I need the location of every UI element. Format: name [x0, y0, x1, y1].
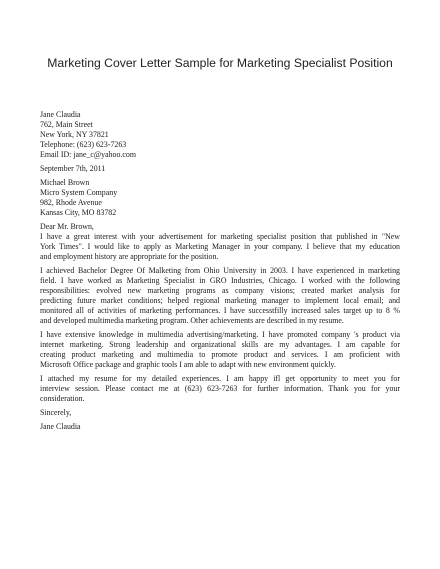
- closing: Sincerely,: [40, 408, 72, 417]
- paragraph-1: [40, 232, 400, 262]
- paragraph-line: Microsoft Office package and graphic tools I am able to adapt with new environment quickly.: [40, 360, 336, 369]
- paragraph-line: predicting future market conditions; helped regional marketing manager to implement local email; and: [40, 296, 400, 305]
- signature-name: Jane Claudia: [40, 422, 81, 431]
- paragraph-line: York Times". I would like to apply as Marketing Manager in your company. I believe that my education: [40, 242, 400, 251]
- sender-phone: Telephone: (623) 623-7263: [40, 140, 127, 149]
- paragraph-line: interview session. Please contact me at (623) 623-7263 for further information. Thank you for your: [40, 384, 400, 393]
- paragraph-line: and developed multimedia marketing program. Other achievements are described in my resume.: [40, 316, 344, 325]
- sender-name: Jane Claudia: [40, 110, 81, 119]
- recipient-city: Kansas City, MO 83782: [40, 208, 117, 217]
- paragraph-line: I attached my resume for my detailed experiences. I am happy ifl get opportunity to meet you for: [40, 374, 400, 383]
- paragraph-2: [40, 266, 400, 326]
- recipient-company: Micro System Company: [40, 188, 118, 197]
- letter-body: [40, 110, 400, 432]
- paragraph-3: [40, 330, 400, 370]
- sender-street: 762, Main Street: [40, 120, 93, 129]
- document-title: Marketing Cover Letter Sample for Marketing Specialist Position: [47, 56, 393, 70]
- paragraph-line: responsibilities: evolved new marketing programs as company visions; created market analysis for: [40, 286, 400, 295]
- paragraph-line: consideration.: [40, 394, 85, 403]
- letter-date: September 7th, 2011: [40, 164, 106, 173]
- recipient-street: 982, Rhode Avenue: [40, 198, 102, 207]
- salutation: Dear Mr. Brown,: [40, 222, 94, 231]
- paragraph-4: [40, 374, 400, 404]
- paragraph-line: internet marketing. Strong leadership and organizational skills are my advantages. I am capable for: [40, 340, 400, 349]
- paragraph-line: and employment history are appropriate for the position.: [40, 252, 219, 261]
- paragraph-line: I have a great interest with your advertisement for marketing specialist position that published in "New: [40, 232, 400, 241]
- recipient-name: Michael Brown: [40, 178, 90, 187]
- sender-block: [40, 110, 400, 160]
- paragraph-line: I achieved Bachelor Degree Of Malketing from Ohio University in 2003. I have experienced in marketing: [40, 266, 400, 275]
- paragraph-line: field. I have worked as Marketing Specialist in GRO Industries, Chicago. I worked with the following: [40, 276, 400, 285]
- paragraph-line: monitored all of activities of marketing performances. I have successtfilly increased sales target up to 8 %: [40, 306, 400, 315]
- paragraph-line: creating product marketing and multimedia to promote product and services. I am proficient with: [40, 350, 400, 359]
- sender-city: New York, NY 37821: [40, 130, 109, 139]
- paragraph-line: I have extensive knowledge in multimedia advertising/marketing. I have promoted company 's product via: [40, 330, 400, 339]
- sender-email: Email ID: jane_c@yahoo.com: [40, 150, 137, 159]
- recipient-block: [40, 178, 400, 218]
